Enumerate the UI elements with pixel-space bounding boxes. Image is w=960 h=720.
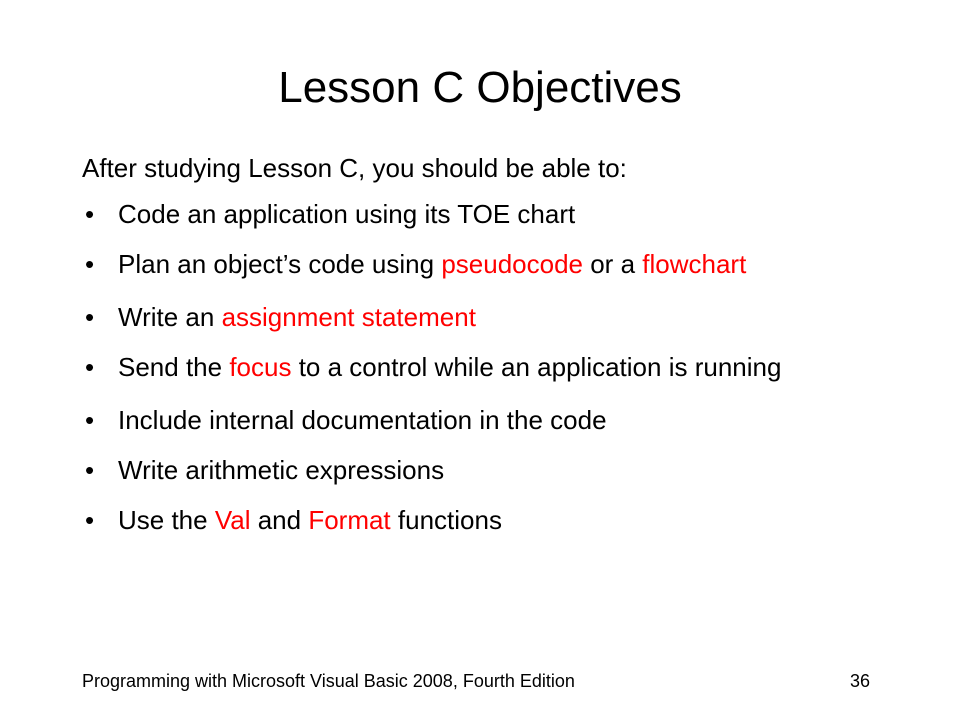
bullet-dot-icon: • (85, 405, 95, 435)
objectives-list (82, 198, 892, 554)
bullet-dot-icon: • (85, 199, 95, 229)
objective-text: Code an application using its TOE chart (118, 199, 576, 229)
footer-page-number: 36 (850, 671, 871, 691)
bullet-dot-icon: • (85, 505, 95, 535)
slide-title: Lesson C Objectives (278, 63, 682, 112)
highlighted-term-val: Val (214, 505, 251, 535)
bullet-dot-icon: • (85, 455, 95, 485)
highlighted-term-focus: focus (229, 352, 292, 382)
bullet-dot-icon: • (85, 249, 95, 279)
objective-text: Write arithmetic expressions (118, 455, 445, 485)
highlighted-term-pseudocode: pseudocode (441, 249, 583, 279)
objective-text: or a (583, 249, 643, 279)
objective-item-focus (82, 351, 892, 384)
objective-text: Send the (118, 352, 230, 382)
objective-text: Include internal documentation in the code (118, 405, 607, 435)
objective-text: Write an (118, 302, 222, 332)
bullet-dot-icon: • (85, 352, 95, 382)
highlighted-term-flowchart: flowchart (642, 249, 747, 279)
objective-item-functions (82, 504, 892, 537)
objective-text: to a control while an application is running (291, 352, 782, 382)
objective-text: Plan an object’s code using (118, 249, 442, 279)
objective-item-documentation (82, 404, 892, 437)
objective-item-assignment (82, 301, 892, 334)
bullet-dot-icon: • (85, 302, 95, 332)
objective-text: functions (390, 505, 502, 535)
objective-text: Use the (118, 505, 215, 535)
footer-book-title: Programming with Microsoft Visual Basic 2008, Fourth Edition (82, 671, 575, 691)
objective-item-arithmetic (82, 454, 892, 487)
highlighted-term-assignment-statement: assignment statement (221, 302, 476, 332)
objective-item-code-application (82, 198, 892, 231)
intro-text: After studying Lesson C, you should be able to: (82, 153, 627, 183)
highlighted-term-format: Format (308, 505, 391, 535)
objective-item-plan-code (82, 248, 892, 281)
objective-text: and (250, 505, 309, 535)
